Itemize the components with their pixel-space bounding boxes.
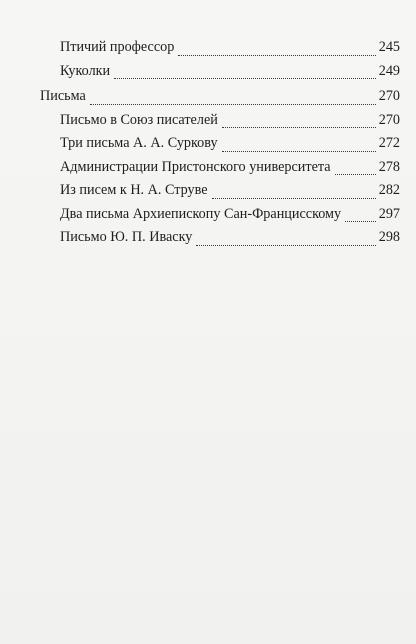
toc-entry-page: 298: [378, 229, 400, 245]
toc-entry: [0, 179, 416, 203]
toc-entry-title: Три письма А. А. Суркову: [60, 135, 218, 151]
toc-entry: [0, 203, 416, 227]
toc-entry-line: [60, 60, 400, 84]
toc-entry-line: [60, 132, 400, 156]
toc-entry: [0, 60, 416, 84]
toc-entry-title: Два письма Архиепископу Сан-Францисскому: [60, 205, 342, 222]
toc-entry-page: 270: [378, 88, 400, 104]
toc-entry-title: Администрации Пристонского университета: [60, 158, 331, 175]
toc-entry: [0, 36, 416, 60]
toc-entry-title: Письмо в Союз писателей: [60, 111, 218, 128]
toc-entry-title: Из писем к Н. А. Струве: [60, 182, 208, 198]
toc-entry-line: [60, 156, 400, 180]
dot-leader: [222, 126, 376, 128]
dot-leader: [90, 103, 376, 105]
toc-entry: [0, 132, 416, 156]
toc-entry-page: 272: [378, 135, 400, 151]
dot-leader: [178, 54, 375, 56]
toc-entry-page: 297: [378, 205, 400, 222]
dot-leader: [335, 173, 376, 175]
toc-entry-line: [60, 203, 400, 227]
toc-entry-line: [60, 226, 400, 250]
toc-section-title: Письма: [40, 88, 86, 104]
toc-entry-title: Птичий профессор: [60, 39, 175, 55]
toc-entry: [0, 156, 416, 180]
toc-entry: [0, 226, 416, 250]
toc-entry-line: [60, 109, 400, 133]
toc-entry-page: 278: [378, 158, 400, 175]
toc-entry-title: Куколки: [60, 62, 111, 79]
toc-entry-page: 245: [378, 39, 400, 55]
dot-leader: [196, 244, 375, 246]
toc-entry-page: 270: [378, 111, 400, 128]
toc-entry-page: 282: [378, 182, 400, 198]
toc-entry-line: [60, 179, 400, 203]
table-of-contents: [0, 36, 416, 250]
toc-entry-line: [40, 85, 400, 109]
toc-entry-line: [60, 36, 400, 60]
dot-leader: [222, 150, 376, 152]
dot-leader: [345, 220, 376, 222]
toc-entry-title: Письмо Ю. П. Иваску: [60, 229, 193, 245]
dot-leader: [212, 197, 376, 199]
dot-leader: [114, 77, 376, 79]
toc-entry: [0, 109, 416, 133]
toc-entry-page: 249: [378, 62, 400, 79]
toc-section-entry: [0, 85, 416, 109]
